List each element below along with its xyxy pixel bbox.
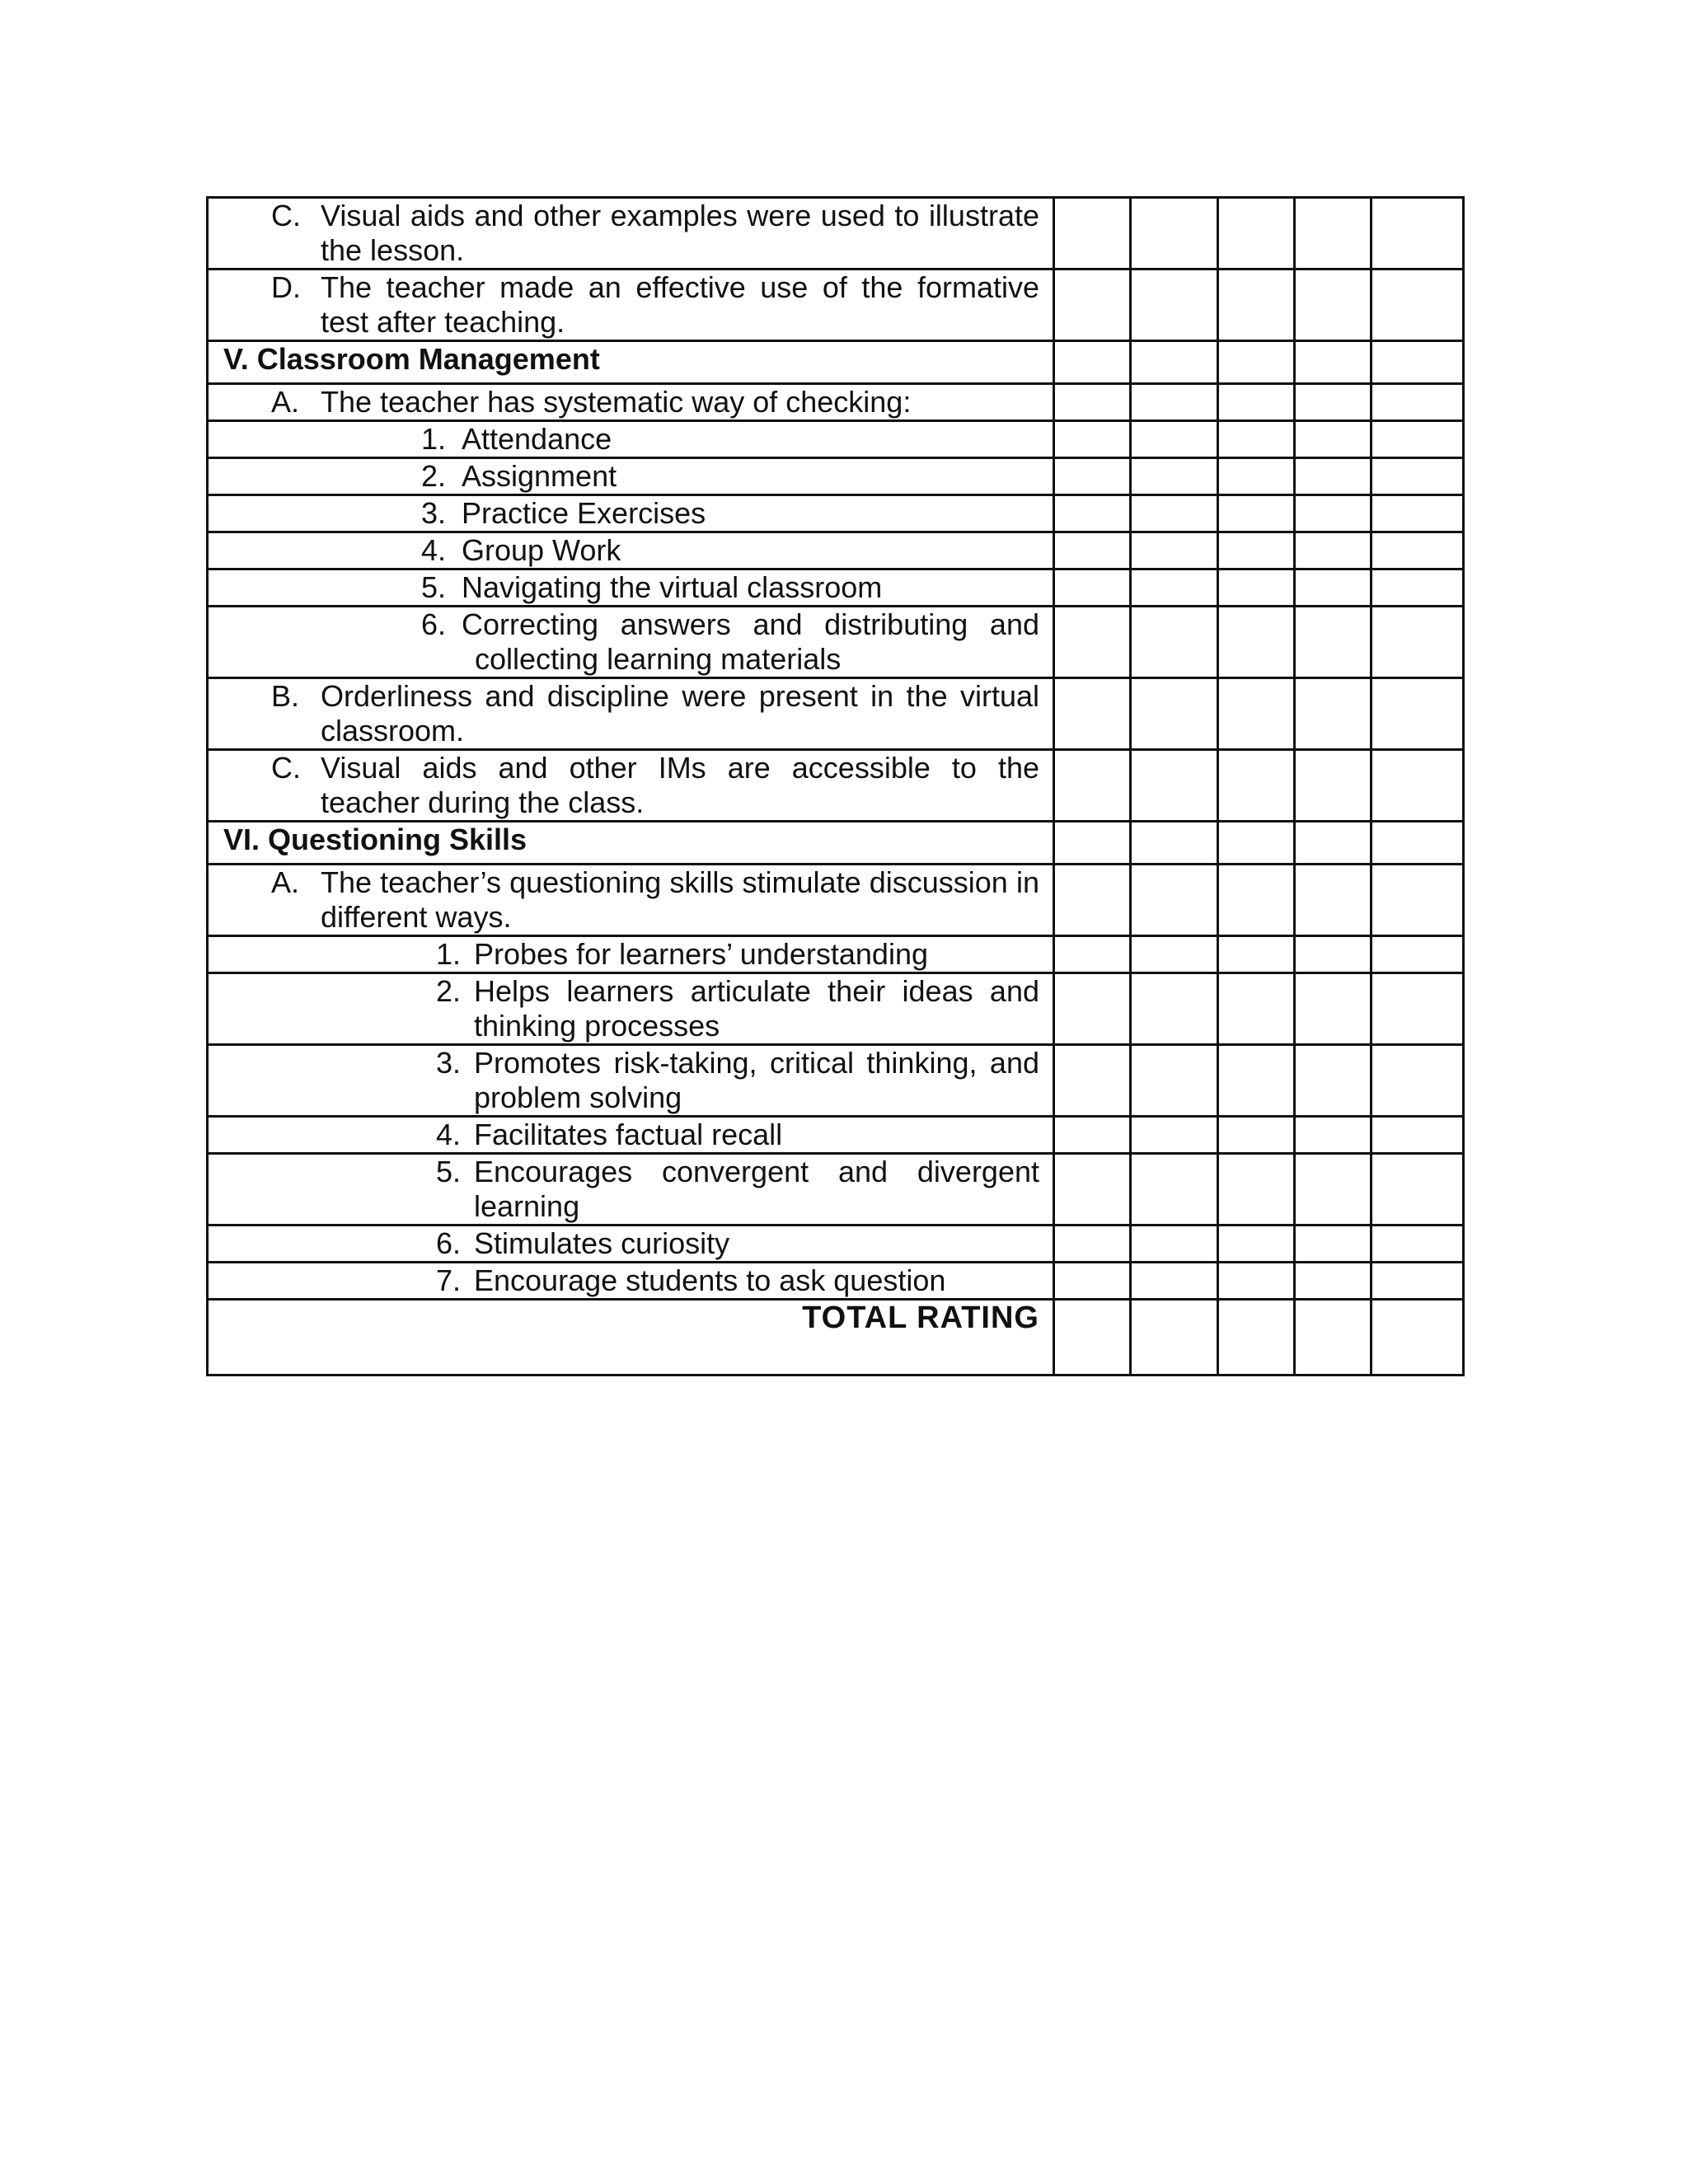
rating-cell[interactable] xyxy=(1295,973,1372,1045)
item-cell xyxy=(208,607,1054,678)
rating-cell[interactable] xyxy=(1131,458,1218,495)
item-text-continued: collecting learning materials xyxy=(475,642,842,676)
item-text: Encourages convergent and divergent learning xyxy=(474,1155,1039,1223)
rating-cell[interactable] xyxy=(1054,1154,1131,1226)
rating-cell[interactable] xyxy=(1218,495,1295,532)
item-cell xyxy=(208,384,1054,421)
rating-cell[interactable] xyxy=(1054,865,1131,936)
rating-cell[interactable] xyxy=(1372,458,1464,495)
total-rating-cell[interactable] xyxy=(1131,1300,1218,1376)
item-cell xyxy=(208,1263,1054,1300)
rating-cell[interactable] xyxy=(1372,1226,1464,1263)
total-rating-cell[interactable] xyxy=(1295,1300,1372,1376)
rating-cell[interactable] xyxy=(1218,341,1295,384)
rating-cell[interactable] xyxy=(1131,973,1218,1045)
rating-cell[interactable] xyxy=(1054,198,1131,269)
item-text: Encourage students to ask question xyxy=(474,1263,946,1297)
total-rating-label: TOTAL RATING xyxy=(208,1300,1054,1376)
table-row xyxy=(208,1226,1464,1263)
rating-cell[interactable] xyxy=(1218,1226,1295,1263)
rating-cell[interactable] xyxy=(1131,822,1218,865)
rating-cell[interactable] xyxy=(1295,678,1372,750)
table-row xyxy=(208,421,1464,458)
rating-cell[interactable] xyxy=(1295,269,1372,341)
rating-cell[interactable] xyxy=(1372,750,1464,822)
table-row xyxy=(208,678,1464,750)
item-marker: 5. xyxy=(421,570,447,604)
rating-cell[interactable] xyxy=(1218,973,1295,1045)
rating-cell[interactable] xyxy=(1131,421,1218,458)
table-row xyxy=(208,865,1464,936)
item-text: The teacher’s questioning skills stimulate discussion in different ways. xyxy=(321,865,1039,934)
rating-cell[interactable] xyxy=(1131,1045,1218,1117)
rating-cell[interactable] xyxy=(1295,936,1372,973)
item-marker: 1. xyxy=(436,937,462,971)
rating-cell[interactable] xyxy=(1218,936,1295,973)
rating-cell[interactable] xyxy=(1054,532,1131,569)
table-row xyxy=(208,1045,1464,1117)
rating-cell[interactable] xyxy=(1295,822,1372,865)
table-row xyxy=(208,750,1464,822)
rating-cell[interactable] xyxy=(1218,822,1295,865)
rating-cell[interactable] xyxy=(1131,678,1218,750)
item-cell xyxy=(208,269,1054,341)
rating-cell[interactable] xyxy=(1218,1263,1295,1300)
rating-cell[interactable] xyxy=(1372,678,1464,750)
total-row xyxy=(208,1300,1464,1376)
rating-cell[interactable] xyxy=(1054,936,1131,973)
item-text: Orderliness and discipline were present in the virtual classroom. xyxy=(321,679,1039,748)
rating-cell[interactable] xyxy=(1372,1117,1464,1154)
item-text: Helps learners articulate their ideas and thinking processes xyxy=(474,974,1039,1043)
rating-cell[interactable] xyxy=(1218,750,1295,822)
rating-cell[interactable] xyxy=(1131,936,1218,973)
rating-cell[interactable] xyxy=(1131,750,1218,822)
item-marker: 2. xyxy=(421,459,447,493)
item-marker: 6. xyxy=(421,607,447,641)
rating-cell[interactable] xyxy=(1131,1154,1218,1226)
item-marker: D. xyxy=(271,270,301,304)
item-text: Visual aids and other IMs are accessible to the teacher during the class. xyxy=(321,751,1039,819)
item-cell xyxy=(208,198,1054,269)
table-row xyxy=(208,1117,1464,1154)
item-text: The teacher made an effective use of the formative test after teaching. xyxy=(321,270,1039,339)
item-cell xyxy=(208,750,1054,822)
rating-cell[interactable] xyxy=(1372,865,1464,936)
rating-cell[interactable] xyxy=(1218,1154,1295,1226)
section-row xyxy=(208,822,1464,865)
item-marker: 2. xyxy=(436,974,462,1008)
item-text: Navigating the virtual classroom xyxy=(462,570,883,604)
total-rating-cell[interactable] xyxy=(1218,1300,1295,1376)
rating-cell[interactable] xyxy=(1295,458,1372,495)
item-cell xyxy=(208,421,1054,458)
rating-cell[interactable] xyxy=(1295,341,1372,384)
section-row xyxy=(208,341,1464,384)
item-marker: 7. xyxy=(436,1263,462,1297)
item-text: Attendance xyxy=(462,422,612,456)
rating-cell[interactable] xyxy=(1131,495,1218,532)
total-rating-cell[interactable] xyxy=(1372,1300,1464,1376)
item-marker: C. xyxy=(271,199,301,232)
rating-cell[interactable] xyxy=(1295,1226,1372,1263)
rating-cell[interactable] xyxy=(1295,198,1372,269)
rating-cell[interactable] xyxy=(1054,1226,1131,1263)
item-text: Visual aids and other examples were used to illustrate the lesson. xyxy=(321,199,1039,267)
rating-cell[interactable] xyxy=(1295,607,1372,678)
rating-cell[interactable] xyxy=(1372,1154,1464,1226)
table-row xyxy=(208,569,1464,607)
rating-cell[interactable] xyxy=(1295,1154,1372,1226)
table-row xyxy=(208,384,1464,421)
rating-cell[interactable] xyxy=(1054,269,1131,341)
table-row xyxy=(208,532,1464,569)
rating-cell[interactable] xyxy=(1295,532,1372,569)
rating-cell[interactable] xyxy=(1131,569,1218,607)
item-marker: A. xyxy=(271,385,300,419)
rating-cell[interactable] xyxy=(1054,1045,1131,1117)
item-text: Group Work xyxy=(462,533,621,567)
rating-cell[interactable] xyxy=(1218,865,1295,936)
item-cell xyxy=(208,1154,1054,1226)
rating-cell[interactable] xyxy=(1295,1263,1372,1300)
item-text: Practice Exercises xyxy=(462,496,706,530)
rating-cell[interactable] xyxy=(1054,973,1131,1045)
rating-cell[interactable] xyxy=(1054,822,1131,865)
rating-cell[interactable] xyxy=(1054,384,1131,421)
rating-cell[interactable] xyxy=(1131,269,1218,341)
section-title: V. Classroom Management xyxy=(208,341,1054,384)
item-marker: C. xyxy=(271,751,301,785)
item-text: Promotes risk-taking, critical thinking, and problem solving xyxy=(474,1046,1039,1114)
item-marker: A. xyxy=(271,865,300,899)
rating-cell[interactable] xyxy=(1218,1045,1295,1117)
rating-cell[interactable] xyxy=(1372,198,1464,269)
item-cell xyxy=(208,678,1054,750)
rating-cell[interactable] xyxy=(1131,341,1218,384)
item-cell xyxy=(208,495,1054,532)
item-cell xyxy=(208,865,1054,936)
rating-cell[interactable] xyxy=(1295,384,1372,421)
table-row xyxy=(208,1263,1464,1300)
item-text: Stimulates curiosity xyxy=(474,1226,730,1260)
rating-cell[interactable] xyxy=(1054,341,1131,384)
rating-cell[interactable] xyxy=(1218,1117,1295,1154)
rating-cell[interactable] xyxy=(1218,421,1295,458)
table-row xyxy=(208,458,1464,495)
item-cell xyxy=(208,1045,1054,1117)
item-marker: 3. xyxy=(421,496,447,530)
item-text: Correcting answers and distributing and xyxy=(462,607,1039,641)
rating-cell[interactable] xyxy=(1054,1117,1131,1154)
rating-cell[interactable] xyxy=(1218,198,1295,269)
item-marker: 6. xyxy=(436,1226,462,1260)
rating-cell[interactable] xyxy=(1372,1045,1464,1117)
rating-cell[interactable] xyxy=(1131,1226,1218,1263)
rating-cell[interactable] xyxy=(1372,973,1464,1045)
table-row xyxy=(208,607,1464,678)
item-marker: 4. xyxy=(421,533,447,567)
table-row xyxy=(208,936,1464,973)
rating-cell[interactable] xyxy=(1372,384,1464,421)
rating-cell[interactable] xyxy=(1372,822,1464,865)
rating-cell[interactable] xyxy=(1054,750,1131,822)
rating-cell[interactable] xyxy=(1372,569,1464,607)
rating-cell[interactable] xyxy=(1372,495,1464,532)
rating-cell[interactable] xyxy=(1054,678,1131,750)
rating-cell[interactable] xyxy=(1131,532,1218,569)
item-cell xyxy=(208,569,1054,607)
rating-cell[interactable] xyxy=(1295,421,1372,458)
rating-cell[interactable] xyxy=(1372,1263,1464,1300)
item-marker: 5. xyxy=(436,1155,462,1188)
rating-cell[interactable] xyxy=(1054,607,1131,678)
rating-cell[interactable] xyxy=(1218,269,1295,341)
rating-cell[interactable] xyxy=(1295,569,1372,607)
item-text: Facilitates factual recall xyxy=(474,1118,783,1151)
item-cell xyxy=(208,973,1054,1045)
total-rating-cell[interactable] xyxy=(1054,1300,1131,1376)
rating-table xyxy=(206,196,1465,1376)
rating-cell[interactable] xyxy=(1054,495,1131,532)
rating-cell[interactable] xyxy=(1372,607,1464,678)
rating-cell[interactable] xyxy=(1054,421,1131,458)
rating-cell[interactable] xyxy=(1218,569,1295,607)
rating-cell[interactable] xyxy=(1295,1045,1372,1117)
table-row xyxy=(208,269,1464,341)
rating-cell[interactable] xyxy=(1054,458,1131,495)
rating-cell[interactable] xyxy=(1218,384,1295,421)
table-row xyxy=(208,1154,1464,1226)
item-cell xyxy=(208,1226,1054,1263)
rating-cell[interactable] xyxy=(1372,341,1464,384)
rating-cell[interactable] xyxy=(1131,607,1218,678)
item-cell xyxy=(208,936,1054,973)
rating-cell[interactable] xyxy=(1218,458,1295,495)
rating-cell[interactable] xyxy=(1131,865,1218,936)
item-text: Probes for learners’ understanding xyxy=(474,937,928,971)
rating-cell[interactable] xyxy=(1295,1117,1372,1154)
item-marker: 4. xyxy=(436,1118,462,1151)
item-marker: B. xyxy=(271,679,300,713)
rating-cell[interactable] xyxy=(1218,607,1295,678)
table-row xyxy=(208,495,1464,532)
rating-cell[interactable] xyxy=(1131,1263,1218,1300)
item-cell xyxy=(208,458,1054,495)
rating-cell[interactable] xyxy=(1372,936,1464,973)
rating-cell[interactable] xyxy=(1218,532,1295,569)
item-text: The teacher has systematic way of checking: xyxy=(321,385,912,419)
rating-cell[interactable] xyxy=(1218,678,1295,750)
rating-cell[interactable] xyxy=(1372,421,1464,458)
table-row xyxy=(208,973,1464,1045)
item-cell xyxy=(208,532,1054,569)
rating-cell[interactable] xyxy=(1295,865,1372,936)
item-marker: 1. xyxy=(421,422,447,456)
rating-cell[interactable] xyxy=(1054,1263,1131,1300)
table-row xyxy=(208,198,1464,269)
rating-cell[interactable] xyxy=(1295,750,1372,822)
rating-cell[interactable] xyxy=(1372,269,1464,341)
item-text: Assignment xyxy=(462,459,617,493)
item-marker: 3. xyxy=(436,1046,462,1080)
rating-cell[interactable] xyxy=(1295,495,1372,532)
rating-cell[interactable] xyxy=(1131,198,1218,269)
rating-cell[interactable] xyxy=(1372,532,1464,569)
rating-cell[interactable] xyxy=(1131,1117,1218,1154)
item-cell xyxy=(208,1117,1054,1154)
rating-cell[interactable] xyxy=(1131,384,1218,421)
rating-cell[interactable] xyxy=(1054,569,1131,607)
section-title: VI. Questioning Skills xyxy=(208,822,1054,865)
